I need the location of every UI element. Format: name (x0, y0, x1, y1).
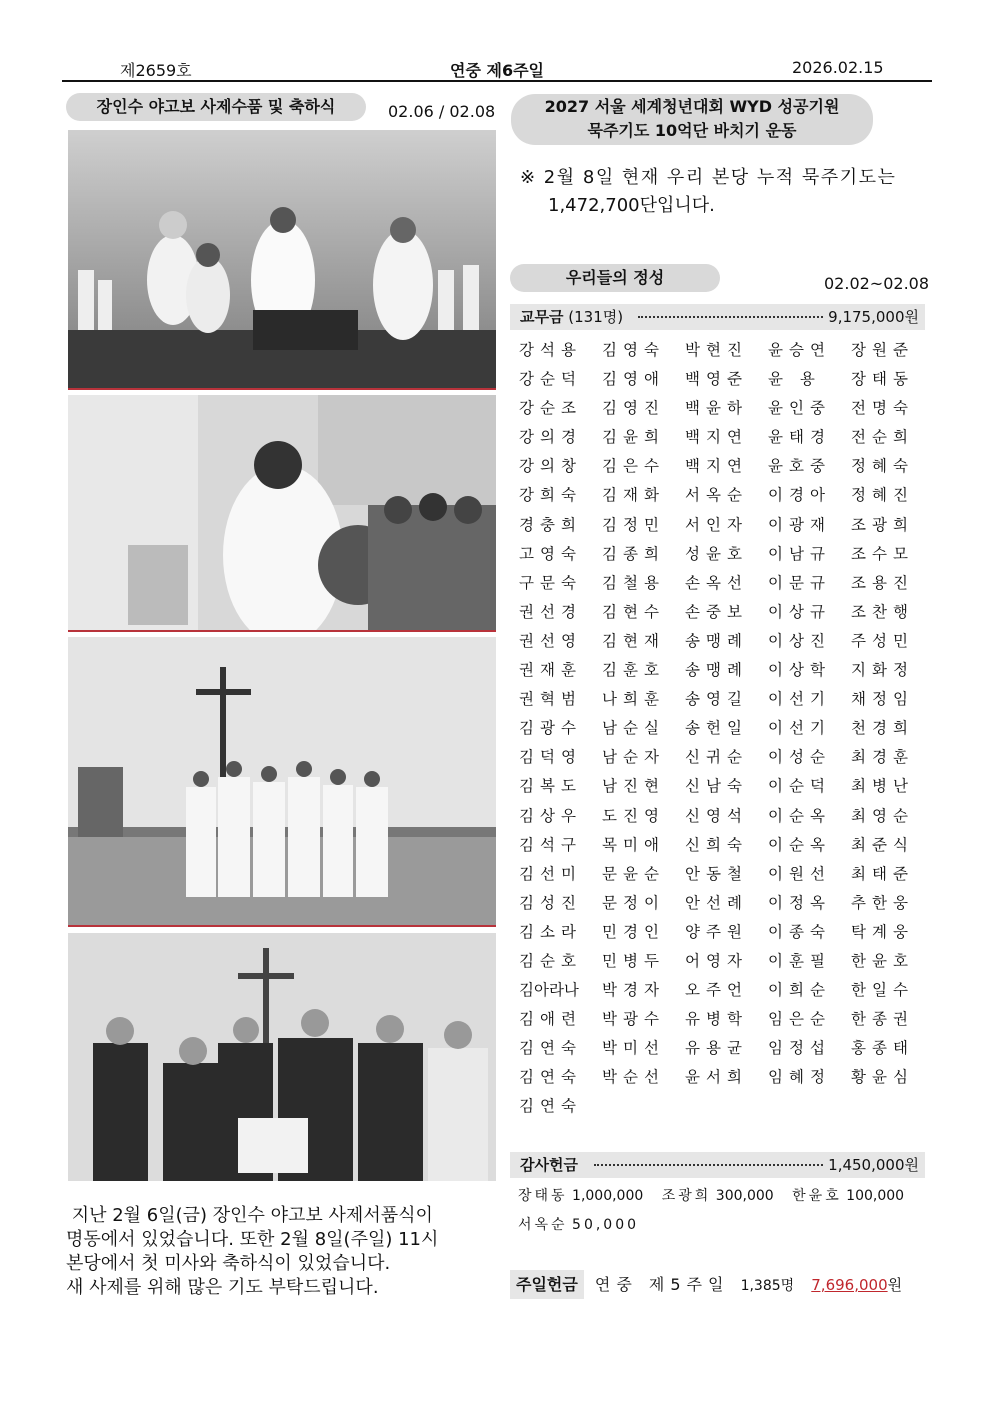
donor-name: 손옥선 (685, 573, 748, 592)
donor-name: 이상진 (768, 631, 831, 650)
donor-name: 김순호 (519, 951, 582, 970)
names-row (519, 714, 929, 743)
donor-name: 백지연 (685, 428, 748, 447)
donor-name: 임혜정 (768, 1068, 831, 1087)
donor-name: 김은수 (602, 457, 665, 476)
donor-name: 박광수 (602, 1010, 665, 1029)
donor-name: 홍종태 (851, 1039, 914, 1058)
names-row (519, 481, 929, 510)
wyd-title-line2: 묵주기도 10억단 바치기 운동 (587, 121, 797, 140)
donor-name: 서옥순 (685, 486, 748, 505)
donor-name: 강의창 (519, 457, 582, 476)
donor-name: 송헌일 (685, 719, 748, 738)
donor-name: 김영숙 (602, 341, 665, 359)
caption-line: 명동에서 있었습니다. 또한 2월 8일(주일) 11시 (66, 1229, 439, 1250)
donor-name: 성윤호 (685, 544, 748, 563)
leader-dots (638, 316, 823, 318)
donor-name: 김아라나 (519, 981, 579, 1000)
donor-name: 이선기 (768, 719, 831, 738)
donor-name: 최병난 (851, 777, 914, 796)
donor-name: 오주언 (685, 981, 748, 1000)
names-row (519, 656, 929, 685)
donor-name: 김정민 (602, 515, 665, 534)
donor-name: 박미선 (602, 1039, 665, 1058)
donor-name: 최영순 (851, 806, 914, 825)
donor-name: 최태준 (851, 864, 914, 883)
donor-name: 김상우 (519, 806, 582, 825)
donor-name: 임정섭 (768, 1039, 831, 1058)
donor-name: 천경희 (851, 719, 914, 738)
gamsa-name: 조광희 (661, 1188, 712, 1204)
ordination-dates: 02.06 / 02.08 (388, 102, 496, 121)
donor-name: 민경인 (602, 922, 665, 941)
sunday-desc: 연중 제5주일 (594, 1275, 730, 1294)
gamsa-amount: 1,450,000원 (828, 1156, 919, 1174)
names-row (519, 860, 929, 889)
donor-name: 유병학 (685, 1010, 748, 1029)
donor-name: 강의경 (519, 428, 582, 447)
caption-line: 지난 2월 6일(금) 장인수 야고보 사제서품식이 (66, 1205, 433, 1226)
donor-name: 김연숙 (519, 1039, 582, 1058)
donor-name: 한윤호 (851, 951, 914, 970)
gyomugeum-row (510, 304, 925, 330)
donor-name: 송맹례 (685, 661, 748, 680)
donor-name: 윤태경 (768, 428, 831, 447)
names-row (519, 511, 929, 540)
names-row (519, 947, 929, 976)
donor-name: 조수모 (851, 544, 914, 563)
donor-name: 조광희 (851, 515, 914, 534)
donor-name: 이정옥 (768, 893, 831, 912)
donor-name: 김연숙 (519, 1068, 582, 1087)
donor-name: 김성진 (519, 893, 582, 912)
donor-name: 유용균 (685, 1039, 748, 1058)
donor-name: 양주원 (685, 922, 748, 941)
names-row (519, 569, 929, 598)
sunday-amount: 7,696,000 (811, 1276, 888, 1294)
donor-name: 전순희 (851, 428, 914, 447)
gyomugeum-count: (131명) (568, 308, 624, 326)
donor-name: 주성민 (851, 631, 914, 650)
donor-name: 남순자 (602, 748, 665, 767)
donor-name: 백영준 (685, 370, 748, 389)
donor-name: 윤승연 (768, 341, 831, 359)
donor-name: 이선기 (768, 690, 831, 709)
donor-name: 송영길 (685, 690, 748, 709)
donor-name: 이희순 (768, 981, 831, 1000)
donor-name: 윤서희 (685, 1068, 748, 1087)
donor-name: 박경자 (602, 981, 665, 1000)
donor-name: 전명숙 (851, 399, 914, 418)
offerings-period: 02.02~02.08 (824, 274, 930, 293)
donor-name: 윤 용 (768, 370, 821, 389)
leader-dots (594, 1164, 823, 1166)
donor-name: 이순옥 (768, 806, 831, 825)
donor-name: 신희숙 (685, 835, 748, 854)
donor-name: 김현재 (602, 631, 665, 650)
donor-name: 고영숙 (519, 544, 582, 563)
ordination-caption (66, 1204, 496, 1300)
donor-name: 민병두 (602, 951, 665, 970)
donor-name: 황윤심 (851, 1068, 914, 1087)
donor-name: 윤인중 (768, 399, 831, 418)
gamsa-row (510, 1152, 925, 1178)
donor-name: 김애련 (519, 1010, 582, 1029)
photo-blessing (68, 395, 496, 632)
donor-name: 권선영 (519, 631, 582, 650)
gyomugeum-names (519, 336, 929, 1122)
names-row (519, 365, 929, 394)
donor-name: 이훈필 (768, 951, 831, 970)
gyomugeum-amount: 9,175,000원 (828, 308, 919, 326)
wyd-title-box (511, 94, 873, 145)
donor-name: 채정임 (851, 690, 914, 709)
donor-name: 이광재 (768, 515, 831, 534)
donor-name: 윤호중 (768, 457, 831, 476)
photo-group-priests (68, 637, 496, 927)
donor-name: 강순조 (519, 399, 582, 418)
wyd-notice-line1: ※ 2월 8일 현재 우리 본당 누적 묵주기도는 (520, 167, 897, 188)
donor-name: 정혜진 (851, 486, 914, 505)
sunday-label: 주일헌금 (510, 1270, 584, 1299)
donor-name: 박순선 (602, 1068, 665, 1087)
donor-name: 안선례 (685, 893, 748, 912)
issue-title: 연중 제6주일 (450, 61, 544, 80)
donor-name: 김선미 (519, 864, 582, 883)
sunday-count: 1,385명 (740, 1278, 795, 1294)
donor-name: 도진영 (602, 806, 665, 825)
donor-name: 추한웅 (851, 893, 914, 912)
donor-name: 이경아 (768, 486, 831, 505)
gamsa-amount-entry: 1,000,000 (572, 1188, 644, 1204)
donor-name: 김석구 (519, 835, 582, 854)
names-row (519, 540, 929, 569)
donor-name: 이순덕 (768, 777, 831, 796)
donor-name: 김윤희 (602, 428, 665, 447)
donor-name: 권혁범 (519, 690, 582, 709)
gamsa-name: 한윤호 (792, 1188, 842, 1204)
header-divider (62, 80, 932, 82)
names-row (519, 1005, 929, 1034)
gyomugeum-label: 교무금 (520, 308, 564, 326)
names-row (519, 627, 929, 656)
gamsa-amount-entry: 300,000 (715, 1188, 774, 1204)
donor-name: 김재화 (602, 486, 665, 505)
donor-name: 한일수 (851, 981, 914, 1000)
donor-name: 남순실 (602, 719, 665, 738)
names-row (519, 918, 929, 947)
donor-name: 임은순 (768, 1010, 831, 1029)
donor-name: 김연숙 (519, 1097, 582, 1116)
donor-name: 강석용 (519, 341, 582, 359)
donor-name: 문윤순 (602, 864, 665, 883)
donor-name: 손중보 (685, 602, 748, 621)
donor-name: 최준식 (851, 835, 914, 854)
donor-name: 장원준 (851, 341, 914, 359)
donor-name: 정혜숙 (851, 457, 914, 476)
donor-name: 김철용 (602, 573, 665, 592)
offerings-title: 우리들의 정성 (510, 264, 720, 292)
donor-name: 경충희 (519, 515, 582, 534)
photo-celebration (68, 933, 496, 1181)
names-row (519, 336, 929, 365)
donor-name: 남진현 (602, 777, 665, 796)
issue-number: 제2659호 (120, 61, 192, 80)
donor-name: 안동철 (685, 864, 748, 883)
names-row (519, 831, 929, 860)
donor-name: 이종숙 (768, 922, 831, 941)
names-row (519, 598, 929, 627)
names-row (519, 1092, 929, 1121)
names-row (519, 394, 929, 423)
names-row (519, 1034, 929, 1063)
donor-name: 강희숙 (519, 486, 582, 505)
donor-name: 강순덕 (519, 370, 582, 389)
donor-name: 장태동 (851, 370, 914, 389)
photo-first-mass (68, 130, 496, 390)
wyd-notice-line2: 1,472,700단입니다. (548, 195, 715, 216)
donor-name: 권재훈 (519, 661, 582, 680)
names-row (519, 452, 929, 481)
donor-name: 나희훈 (602, 690, 665, 709)
donor-name: 권선경 (519, 602, 582, 621)
donor-name: 송맹례 (685, 631, 748, 650)
donor-name: 김영진 (602, 399, 665, 418)
donor-name: 이상규 (768, 602, 831, 621)
donor-name: 김훈호 (602, 661, 665, 680)
gamsa-amount-entry: 50,000 (572, 1217, 640, 1233)
donor-name: 김광수 (519, 719, 582, 738)
names-row (519, 1063, 929, 1092)
donor-name: 조용진 (851, 573, 914, 592)
donor-name: 이남규 (768, 544, 831, 563)
ordination-section-title: 장인수 야고보 사제수품 및 축하식 (66, 93, 366, 121)
donor-name: 최경훈 (851, 748, 914, 767)
donor-name: 김종희 (602, 544, 665, 563)
donor-name: 구문숙 (519, 573, 582, 592)
donor-name: 이문규 (768, 573, 831, 592)
names-row (519, 976, 929, 1005)
donor-name: 신귀순 (685, 748, 748, 767)
names-row (519, 802, 929, 831)
donor-name: 지화정 (851, 661, 914, 680)
donor-name: 백지연 (685, 457, 748, 476)
gamsa-amount-entry: 100,000 (846, 1188, 905, 1204)
donor-name: 김영애 (602, 370, 665, 389)
donor-name: 어영자 (685, 951, 748, 970)
wyd-notice (520, 164, 896, 220)
donor-name: 신남숙 (685, 777, 748, 796)
sunday-unit: 원 (887, 1276, 903, 1294)
donor-name: 박현진 (685, 341, 748, 359)
donor-name: 탁계웅 (851, 922, 914, 941)
names-row (519, 743, 929, 772)
gamsa-label: 감사헌금 (520, 1156, 578, 1174)
donor-name: 목미애 (602, 835, 665, 854)
gamsa-entries (518, 1182, 904, 1240)
names-row (519, 423, 929, 452)
wyd-title-line1: 2027 서울 세계청년대회 WYD 성공기원 (544, 97, 840, 116)
names-row (519, 685, 929, 714)
donor-name: 문정이 (602, 893, 665, 912)
donor-name: 김현수 (602, 602, 665, 621)
donor-name: 김소라 (519, 922, 582, 941)
donor-name: 신영석 (685, 806, 748, 825)
caption-line: 본당에서 첫 미사와 축하식이 있었습니다. (66, 1253, 391, 1274)
donor-name: 김덕영 (519, 748, 582, 767)
names-row (519, 889, 929, 918)
donor-name: 한종권 (851, 1010, 914, 1029)
donor-name: 조찬행 (851, 602, 914, 621)
names-row (519, 772, 929, 801)
gamsa-name: 서옥순 (518, 1217, 568, 1233)
sunday-row (510, 1270, 925, 1300)
caption-line: 새 사제를 위해 많은 기도 부탁드립니다. (66, 1277, 379, 1298)
donor-name: 서인자 (685, 515, 748, 534)
donor-name: 김복도 (519, 777, 582, 796)
gamsa-name: 장태동 (518, 1188, 568, 1204)
donor-name: 이순옥 (768, 835, 831, 854)
donor-name: 이성순 (768, 748, 831, 767)
donor-name: 이상학 (768, 661, 831, 680)
issue-date: 2026.02.15 (792, 58, 884, 77)
donor-name: 백윤하 (685, 399, 748, 418)
donor-name: 이원선 (768, 864, 831, 883)
